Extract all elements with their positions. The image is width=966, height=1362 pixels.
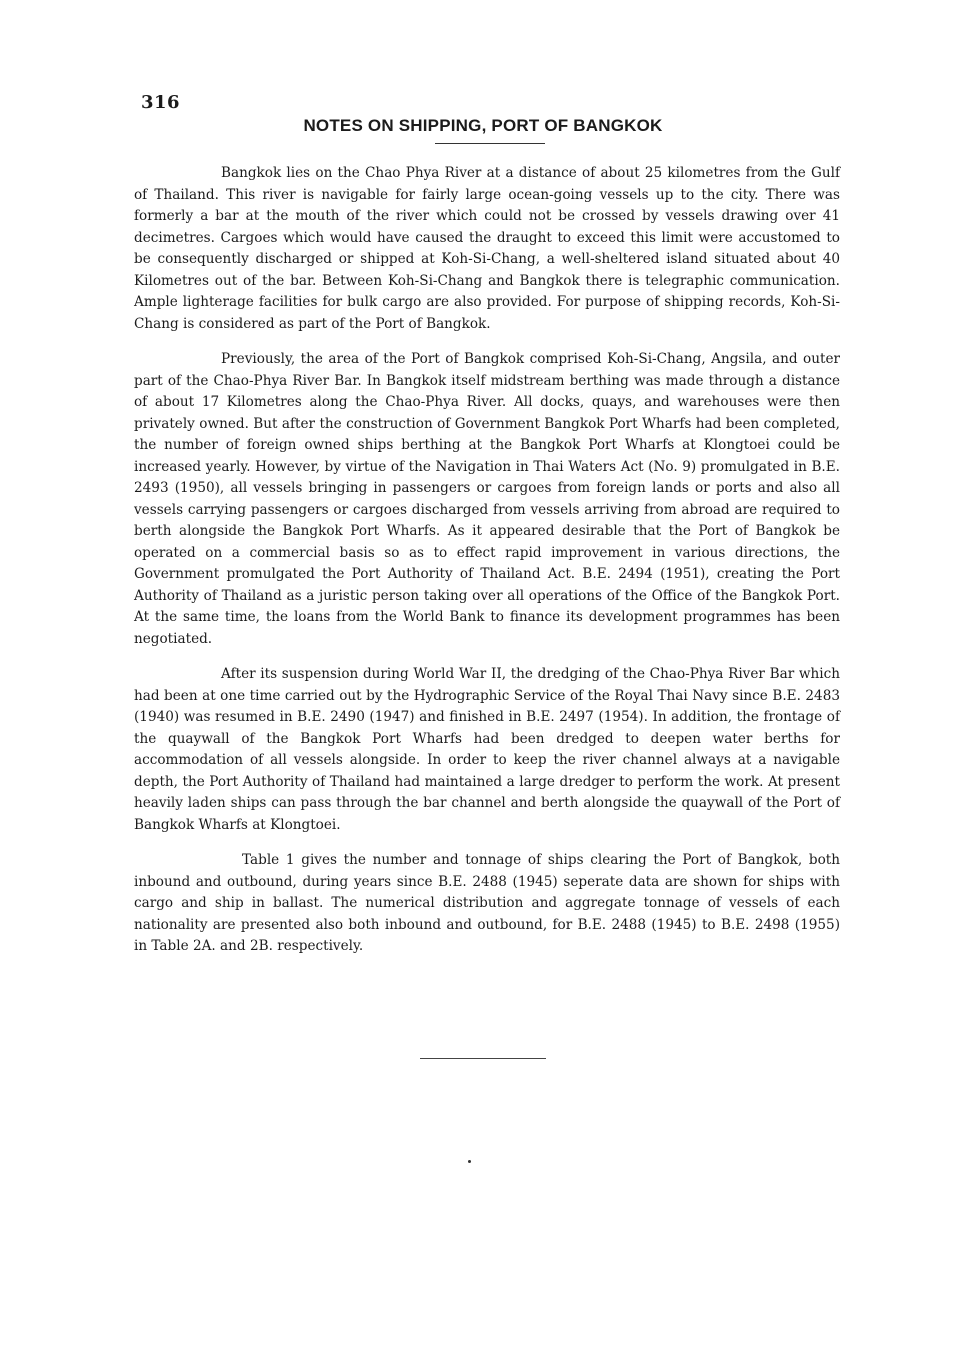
paragraph-1: Bangkok lies on the Chao Phya River at a distance of about 25 kilometres from the Gulf of Thailand. This river is navigable for fairly large ocean-going vessels up to the city. There was formerly a bar at the mouth of the river which could not be crossed by vessels drawing over 41 decimetres. Cargoes which would have caused the draught to exceed this limit were accustomed to be consequently discharged or shipped at Koh-Si-Chang, a well-sheltered island situated about 40 Kilometres out of the bar. Between Koh-Si-Chang and Bangkok there is telegraphic communication. Ample lighterage facilities for bulk cargo are also provided. For purpose of shipping records, Koh-Si-Chang is considered as part of the Port of Bangkok.: [134, 165, 840, 332]
paragraph-4: Table 1 gives the number and tonnage of ships clearing the Port of Bangkok, both inbound and outbound, during years since B.E. 2488 (1945) seperate data are shown for ships with cargo and ship in ballast. The numerical distribution and aggregate tonnage of vessels of each nationality are presented also both inbound and outbound, for B.E. 2488 (1945) to B.E. 2498 (1955) in Table 2A. and 2B. respectively.: [134, 852, 840, 954]
paragraph-3: After its suspension during World War II, the dredging of the Chao-Phya River Bar which had been at one time carried out by the Hydrographic Service of the Royal Thai Navy since B.E. 2483 (1940) was resumed in B.E. 2490 (1947) and finished in B.E. 2497 (1954). In addition, the frontage of the quaywall of the Bangkok Port Wharfs had been dredged to deepen water berths for accommodation of all vessels alongside. In order to keep the river channel always at a navigable depth, the Port Authority of Thailand had maintained a large dredger to perform the work. At present heavily laden ships can pass through the bar channel and berth alongside the quaywall of the Port of Bangkok Wharfs at Klongtoei.: [134, 666, 840, 833]
end-divider: [420, 1058, 546, 1059]
page-number: 316: [141, 92, 181, 113]
dot-mark: [468, 1160, 471, 1163]
title-underline: [435, 143, 545, 144]
page-title: NOTES ON SHIPPING, PORT OF BANGKOK: [303, 116, 663, 135]
paragraph-2: Previously, the area of the Port of Bangkok comprised Koh-Si-Chang, Angsila, and outer part of the Chao-Phya River Bar. In Bangkok itself midstream berthing was made through a distance of about 17 Kilometres along the Chao-Phya River. All docks, quays, and warehouses were then privately owned. But after the construction of Government Bangkok Port Wharfs had been completed, the number of foreign owned ships berthing at the Bangkok Port Wharfs at Klongtoei could be increased yearly. However, by virtue of the Navigation in Thai Waters Act (No. 9) promulgated in B.E. 2493 (1950), all vessels bringing in passengers or cargoes from foreign lands or ports and also all vessels carrying passengers or cargoes discharged from vessels arriving from abroad are required to berth alongside the Bangkok Port Wharfs. As it appeared desirable that the Port of Bangkok be operated on a commercial basis so as to effect rapid improvement in various directions, the Government promulgated the Port Authority of Thailand Act. B.E. 2494 (1951), creating the Port Authority of Thailand as a juristic person taking over all operations of the Office of the Bangkok Port. At the same time, the loans from the World Bank to finance its development programmes has been negotiated.: [134, 351, 840, 647]
body-text: [134, 163, 840, 972]
